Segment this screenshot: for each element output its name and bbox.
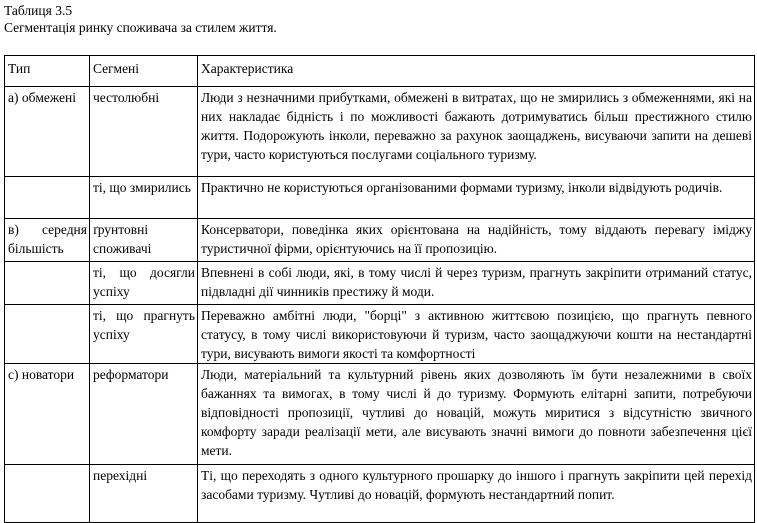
header-description: Характеристика (198, 56, 755, 87)
type-cell (5, 177, 90, 219)
description-cell: Впевнені в собі люди, які, в тому числі й через туризм, прагнуть закріпити отриманий статус, підвладні дії чинників престижу й моди. (198, 262, 755, 305)
table-row (5, 219, 755, 262)
type-cell (5, 465, 90, 523)
segment-cell: ті, що прагнуть успіху (90, 305, 198, 364)
segment-cell: перехідні (90, 465, 198, 523)
table-number: Таблиця 3.5 (4, 3, 73, 18)
type-cell: с) новатори (5, 364, 90, 465)
table-row (5, 262, 755, 305)
type-cell (5, 262, 90, 305)
segment-cell: ті, що змирились (90, 177, 198, 219)
type-cell (5, 305, 90, 364)
table-row (5, 87, 755, 177)
header-row (5, 56, 755, 87)
description-cell: Консерватори, поведінка яких орієнтована на надійність, тому віддають перевагу іміджу туристичної фірми, орієнтуючись на її пропозицію. (198, 219, 755, 262)
type-cell: а) обмежені (5, 87, 90, 177)
type-cell: в) середня більшість (5, 219, 90, 262)
description-cell: Ті, що переходять з одного культурного прошарку до іншого і прагнуть закріпити цей перехід засобами туризму. Чутливі до новацій, формують нестандартний попит. (198, 465, 755, 523)
segment-cell: ґрунтовні споживачі (90, 219, 198, 262)
table-row (5, 305, 755, 364)
segment-cell: честолюбні (90, 87, 198, 177)
table-row (5, 465, 755, 523)
segment-cell: реформатори (90, 364, 198, 465)
description-cell: Люди, матеріальний та культурний рівень яких дозволяють їм бути незалежними в своїх бажаннях та вимогах, в тому числі й до туризму. Формують елітарні запити, потребуючи відповідності пропозиції, чутливі до новацій, можуть миритися з відсутністю звичного комфорту заради реалізації мети, але висувають значні вимоги до повноти забезпечення цієї мети. (198, 364, 755, 465)
table-row (5, 177, 755, 219)
description-cell: Переважно амбітні люди, "борці" з активною життєвою позицією, що прагнуть певного статусу, в тому числі використовуючи й туризм, часто заощаджуючи кошти на нестандартні тури, висувають вимоги якості та комфортності (198, 305, 755, 364)
header-type: Тип (5, 56, 90, 87)
description-cell: Люди з незначними прибутками, обмежені в витратах, що не змирились з обмеженнями, які на них накладає бідність і по можливості бажають дотримуватись більш престижного стилю життя. Подорожують інколи, переважно за рахунок заощаджень, висуваючи запити на дешеві тури, часто користуються послугами соціального туризму. (198, 87, 755, 177)
header-segment: Сегмені (90, 56, 198, 87)
segment-cell: ті, що досягли успіху (90, 262, 198, 305)
table-title: Сегментація ринку споживача за стилем життя. (4, 20, 277, 35)
segmentation-table (4, 55, 755, 523)
table-row (5, 364, 755, 465)
description-cell: Практично не користуються організованими формами туризму, інколи відвідують родичів. (198, 177, 755, 219)
